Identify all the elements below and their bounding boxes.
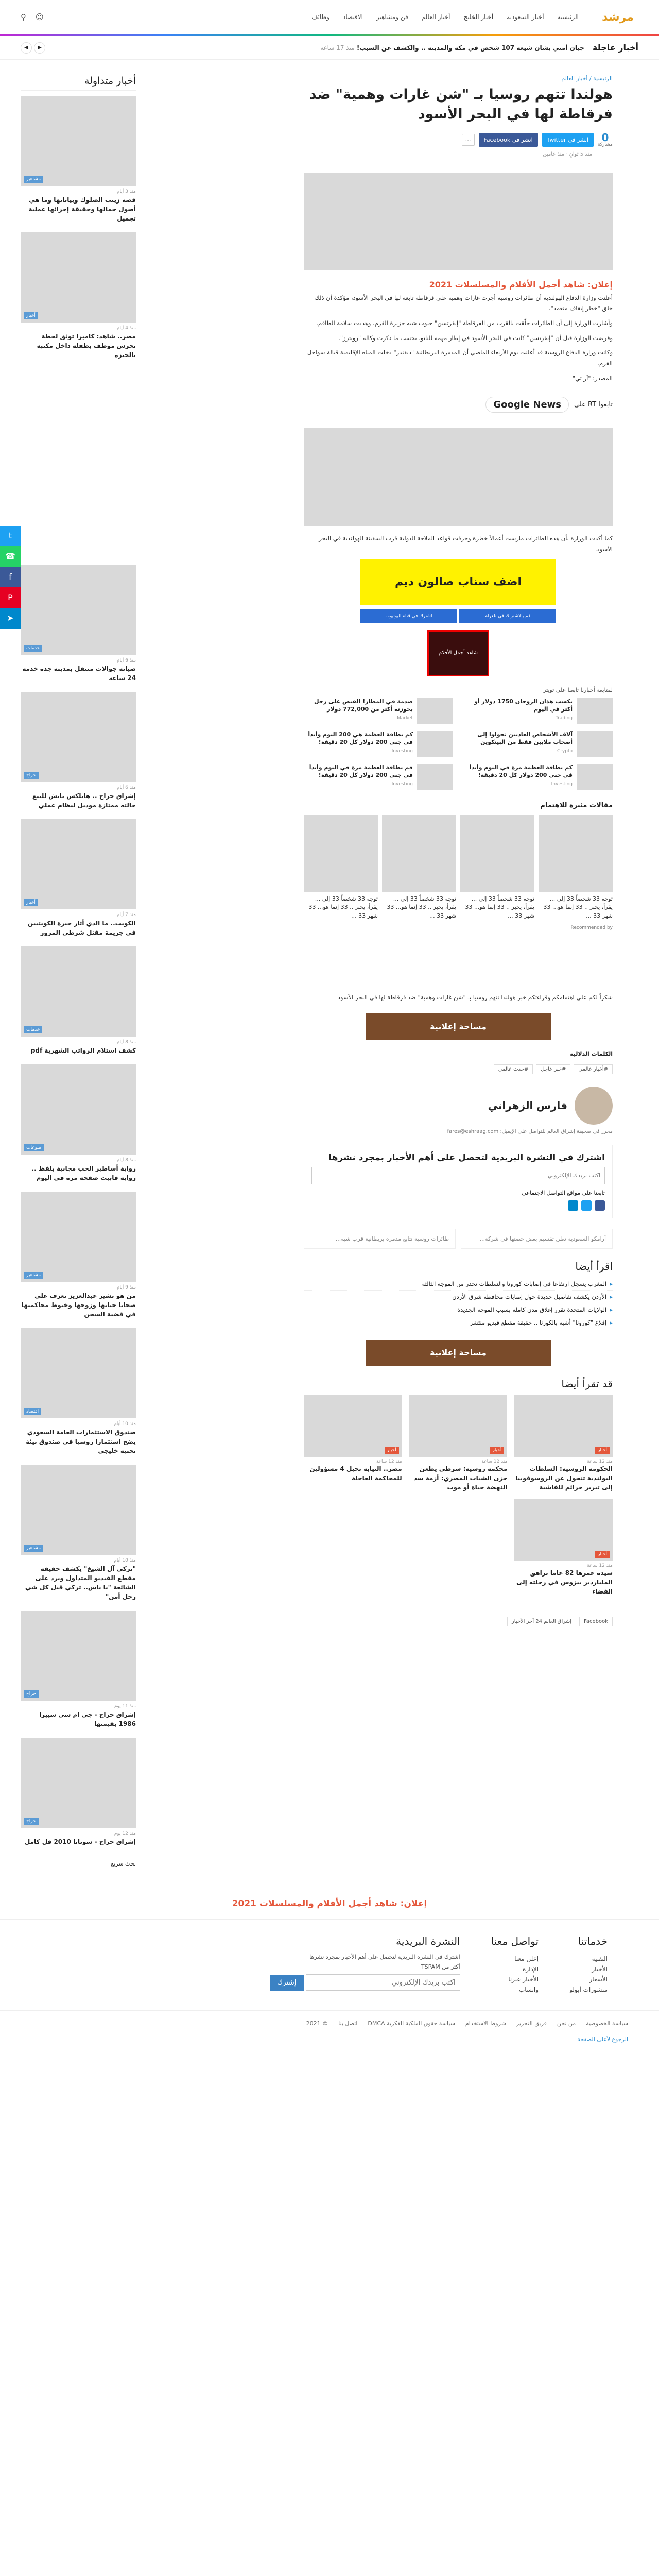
sidebar-item[interactable]: [21, 1465, 136, 1601]
promoted-source: Investing: [391, 781, 413, 787]
sidebar-date: منذ 9 أيام: [116, 1285, 136, 1290]
promoted-source: Investing: [551, 781, 573, 787]
copyright: © 2021: [306, 2020, 328, 2027]
sidebar-item-title[interactable]: "تركي آل الشيخ" يكشف حقيقة مقطع الفيديو المتداول ويرد على الشائعة "يا ناس.. تركي قبل كل شي رجل أمن": [25, 1565, 136, 1600]
card-title[interactable]: مصر.. النيابة تحيل 4 مسؤولين للمحاكمة العاجلة: [309, 1465, 402, 1482]
card-image: [304, 815, 378, 892]
footer-services: [569, 1935, 608, 1995]
nav-item[interactable]: أخبار السعودية: [507, 13, 544, 21]
nav-item[interactable]: فن ومشاهير: [376, 13, 408, 21]
sidebar-date: منذ 11 يوم: [114, 1704, 136, 1709]
sidebar-item[interactable]: [21, 565, 136, 683]
floating-share-bar: [0, 526, 21, 629]
also-read-item[interactable]: ▸ المغرب يسجل ارتفاعا في إصابات كورونا والسلطات تحذر من الموجة الثالثة: [304, 1278, 613, 1291]
prev-article-link[interactable]: أرامكو السعودية تعلن تقسيم بعض حصتها في شركة...: [461, 1229, 613, 1249]
category-badge: منوعات: [24, 1144, 44, 1151]
sidebar-image: [21, 565, 136, 655]
sidebar-item[interactable]: [21, 232, 136, 360]
sidebar-item[interactable]: [21, 1738, 136, 1846]
footer-bottom-link[interactable]: من نحن: [557, 2020, 576, 2027]
telegram-icon[interactable]: [568, 1200, 578, 1211]
tag-item[interactable]: #خبر عاجل: [536, 1064, 570, 1074]
sidebar-image: [21, 819, 136, 909]
also-read-item[interactable]: ▸ الأردن يكشف تفاصيل جديدة حول إصابات محافظة شرق الأردن: [304, 1291, 613, 1303]
sidebar-item-title[interactable]: رواية أساطير الحب مجانية بلفظ .. رواية فابيت صفحة مرة في اليوم: [31, 1165, 136, 1181]
card-date: منذ 12 ساعة: [481, 1459, 508, 1464]
twitter-icon[interactable]: t: [0, 526, 21, 546]
footer-link[interactable]: إعلن معنا: [514, 1955, 539, 1962]
promoted-title[interactable]: قم بطاقة العظمة مرة في اليوم وأبدأ في جني 200 دولار كل 20 دقيقة!: [309, 764, 413, 779]
share-bar: [304, 132, 613, 147]
user-icon[interactable]: ☺: [36, 12, 44, 22]
footer-newsletter-count: أكثر من TSPAM: [421, 1963, 460, 1970]
ticker-date: منذ 17 ساعة: [320, 44, 355, 52]
footer-link[interactable]: منشورات أبولو: [569, 1986, 608, 1993]
promoted-title[interactable]: كم بطاقة العظمة هي 200 اليوم وأبدأ في جني 200 دولار كل 20 دقيقة!: [308, 731, 413, 746]
category-badge: حراج: [24, 1818, 39, 1825]
card-date: منذ 12 ساعة: [587, 1459, 613, 1464]
share-count: [598, 132, 613, 147]
telegram-subscribe-button[interactable]: قم بالاشتراك في تلغرام: [459, 609, 556, 623]
footer-link[interactable]: واتساب: [518, 1986, 539, 1993]
footer-link[interactable]: الأخبار: [592, 1965, 608, 1973]
sidebar-item[interactable]: [21, 1328, 136, 1455]
sidebar-date: منذ 6 أيام: [116, 658, 136, 663]
promoted-source: Trading: [555, 715, 573, 721]
card-image: [409, 1395, 508, 1457]
footer-bottom-link[interactable]: فريق التحرير: [516, 2020, 547, 2027]
breaking-news-ticker: [0, 36, 659, 60]
sidebar-item[interactable]: [21, 96, 136, 223]
chevron-right-icon[interactable]: ▶: [34, 42, 45, 54]
header-icons: [21, 12, 44, 22]
newsletter-box: [304, 1145, 613, 1218]
category-badge: مشاهير: [24, 176, 43, 183]
sidebar-image: [21, 946, 136, 1037]
tag-item[interactable]: #حدث عالمي: [494, 1064, 533, 1074]
recommended-by[interactable]: Recommended by: [570, 925, 613, 931]
sidebar-item[interactable]: [21, 819, 136, 937]
card-date: منذ 12 ساعة: [587, 1563, 613, 1568]
sidebar-item[interactable]: [21, 946, 136, 1055]
ad-space-banner[interactable]: مساحة إعلانية: [366, 1340, 551, 1366]
promoted-item[interactable]: [463, 764, 613, 790]
article-column: [304, 75, 613, 1867]
sidebar-date: منذ 7 أيام: [116, 912, 136, 918]
may-read-card[interactable]: [304, 1395, 402, 1492]
promoted-thumb: [417, 698, 453, 724]
footer-contact: [491, 1935, 539, 1995]
footer-newsletter-title: النشرة البريدية: [396, 1935, 460, 1947]
sidebar-date: منذ 4 أيام: [116, 326, 136, 331]
article-meta: منذ 5 ثوانٍ · منذ عامين: [543, 151, 592, 157]
promoted-item[interactable]: [304, 731, 453, 757]
main-nav: [308, 11, 582, 23]
page-title: هولندا تتهم روسيا بـ "شن غارات وهمية" ضد فرقاطة لها في البحر الأسود: [309, 87, 613, 122]
prev-next-links: [304, 1229, 613, 1249]
footer-subscribe-button[interactable]: إشترك: [270, 1975, 303, 1991]
avatar[interactable]: [575, 1087, 613, 1125]
promoted-thumb: [577, 731, 613, 757]
google-news-follow: [304, 397, 613, 413]
footer-bottom-link[interactable]: اتصل بنا: [338, 2020, 358, 2027]
facebook-icon[interactable]: [595, 1200, 605, 1211]
share-count-label: مشاركة: [597, 142, 613, 147]
interesting-section-title: مقالات مثيرة للاهتمام: [540, 801, 613, 809]
category-badge: حراج: [24, 1690, 39, 1698]
interesting-card[interactable]: [304, 815, 378, 921]
chevron-left-icon[interactable]: ◀: [21, 42, 32, 54]
sidebar-item-title[interactable]: من هو بشير عبدالعزيز تعرف على ضحايا حياتها وزوجها وخيوط محاكمتها في قضية السجن: [21, 1292, 136, 1318]
top-navbar: [0, 0, 659, 36]
sidebar-date: منذ 10 أيام: [114, 1421, 136, 1427]
article-paragraph: أعلنت وزارة الدفاع الهولندية أن طائرات روسية أجرت غارات وهمية على فرقاطة تابعة لها في البحر الأسود، مؤكدة أن ذلك خلق "خطر إيقاف متعمد".: [315, 294, 613, 312]
promoted-title[interactable]: كم بطاقة العظمة مرة في اليوم وأبدأ في جني 200 دولار كل 20 دقيقة!: [469, 764, 573, 779]
sidebar-spacer: [21, 369, 136, 565]
card-text[interactable]: توجه 33 شخصاً 33 إلى ... يقرأ، يخبر .. 33 إنما هو... 33 شهر 33 ...: [543, 895, 613, 919]
tag-item[interactable]: Facebook: [579, 1617, 613, 1626]
card-text[interactable]: توجه 33 شخصاً 33 إلى ... يقرأ، يخبر .. 33 إنما هو... 33 شهر 33 ...: [387, 895, 456, 919]
sidebar-item-title[interactable]: صندوق الاستثمارات العامة السعودي يضخ استثمارا روسيا في صندوق بيئة تحتية خليجي: [26, 1429, 136, 1454]
whatsapp-icon[interactable]: ☎: [0, 546, 21, 567]
category-badge: مشاهير: [24, 1272, 43, 1279]
twitter-follow-text[interactable]: لمتابعة أخبارنا تابعنا على تويتر: [543, 686, 613, 693]
card-title[interactable]: سيدة عمرها 82 عاما تراهق الملياردير بيزوس في رحلته إلى الفضاء: [516, 1569, 613, 1595]
category-badge: أخبار: [595, 1447, 610, 1454]
share-facebook-button[interactable]: انشر في Facebook: [479, 133, 538, 147]
category-badge: أخبار: [24, 899, 38, 906]
ad-link[interactable]: إعلان: شاهد أجمل الأفلام والمسلسلات 2021: [429, 279, 613, 290]
newsletter-title: اشترك في النشرة البريدية لتحصل على أهم الأخبار بمجرد نشرها: [328, 1152, 605, 1163]
tag-item[interactable]: #أخبار عالمي: [574, 1064, 613, 1074]
subscribe-banners: [360, 609, 556, 623]
nav-item[interactable]: الرئيسية: [557, 13, 579, 21]
promoted-title[interactable]: آلاف الأشخاص العاديين تحولوا إلى أصحاب ملايين فقط من البيتكوين: [477, 731, 573, 746]
footer-services-title: خدماتنا: [578, 1935, 608, 1947]
article-paragraph: وكانت وزارة الدفاع الروسية قد أعلنت يوم الأربعاء الماضي أن المدمرة البريطانية "ديفندر" دخلت المياه الإقليمية قبالة سواحل القرم.: [307, 349, 613, 367]
footer-link[interactable]: الأخبار عبرنا: [508, 1976, 539, 1983]
author-name[interactable]: فارس الزهراني: [488, 1099, 567, 1112]
interesting-card[interactable]: [539, 815, 613, 921]
interesting-card[interactable]: [382, 815, 456, 921]
tag-list: [304, 1064, 613, 1074]
twitter-icon[interactable]: [581, 1200, 592, 1211]
closing-text: شكراً لكم على اهتمامكم وقراءتكم خبر هولندا تتهم روسيا بـ "شن غارات وهمية" ضد فرقاطة لها في البحر الأسود: [337, 994, 613, 1002]
google-news-button[interactable]: Google News: [485, 397, 569, 413]
ad-space-banner[interactable]: مساحة إعلانية: [366, 1013, 551, 1040]
tag-item[interactable]: إشراق العالم 24 آخر الأخبار: [507, 1617, 576, 1626]
newsletter-email-input[interactable]: [311, 1167, 605, 1184]
footer-link[interactable]: الأسعار: [589, 1976, 608, 1983]
sidebar-image: [21, 232, 136, 323]
share-twitter-button[interactable]: انشر في Twitter: [542, 133, 594, 147]
footer-newsletter-text: اشترك في النشرة البريدية لتحصل على أهم الأخبار بمجرد نشرها: [309, 1954, 460, 1960]
sidebar-item-title[interactable]: إشراق حراج .. هايلكس تاتش للبيع حالته ممتازة موديل لنظام عملي: [32, 792, 136, 809]
promoted-thumb: [417, 764, 453, 790]
card-date: منذ 12 ساعة: [376, 1459, 402, 1464]
next-article-link[interactable]: طائرات روسية تتابع مدمرة بريطانية قرب شبه...: [304, 1229, 456, 1249]
sidebar-item-title[interactable]: قصة زينب الصلوك وبياناتها وما هي أصول جمالها وحقيقة إجرائها عملية تجميل: [28, 196, 136, 222]
sidebar-date: منذ 6 أيام: [116, 785, 136, 790]
promoted-title[interactable]: صدمة في المطار! القبض على رجل بحوزته أكثر من 772,000 دولار: [314, 698, 413, 713]
promoted-item[interactable]: [304, 764, 453, 790]
sidebar-image: [21, 1192, 136, 1282]
article-hero-image: [304, 173, 613, 270]
card-image: [514, 1395, 613, 1457]
sidebar-image: [21, 1611, 136, 1701]
category-badge: خدمات: [24, 1026, 42, 1033]
back-to-top-link[interactable]: الرجوع لأعلى الصفحة: [577, 2036, 628, 2043]
sidebar-image: [21, 1064, 136, 1155]
also-read-item[interactable]: ▸ الولايات المتحدة تقرر إغلاق مدن كاملة بسبب الموجة الجديدة: [304, 1303, 613, 1316]
nav-item[interactable]: أخبار الخليج: [463, 13, 494, 21]
sidebar-image: [21, 1465, 136, 1555]
ticker-headline[interactable]: [54, 44, 584, 52]
ticker-controls: [21, 42, 45, 54]
telegram-icon[interactable]: ➤: [0, 608, 21, 629]
promoted-item[interactable]: [304, 698, 453, 724]
sidebar-item-title[interactable]: صيانة جوالات متنقل بمدينة جدة خدمة 24 ساعة: [22, 665, 136, 682]
ticker-headline-text[interactable]: جيان أمني يشان شيعة 107 شخص في مكة والمدينة .. والكشف عن السبب!: [356, 44, 584, 52]
sidebar-item[interactable]: [21, 1064, 136, 1182]
card-image: [539, 815, 613, 892]
also-read-list: [304, 1278, 613, 1329]
youtube-promo-image[interactable]: شاهد أجمل الأفلام: [427, 630, 489, 676]
sidebar-item-title[interactable]: الكويت.. ما الذي أثار حيرة الكويتيين في جريمة مقتل شرطي المرور: [27, 920, 136, 936]
share-more-button[interactable]: ⋯: [462, 134, 475, 146]
footer-contact-title: تواصل معنا: [491, 1935, 539, 1947]
promoted-source: Market: [397, 715, 413, 721]
footer-link[interactable]: التقنية: [592, 1955, 608, 1962]
newsletter-follow-text: تابعنا على مواقع التواصل الاجتماعي: [522, 1189, 605, 1196]
sidebar-date: منذ 3 أيام: [116, 189, 136, 194]
sidebar-date: منذ 10 أيام: [114, 1558, 136, 1563]
sidebar-date: منذ 8 أيام: [116, 1158, 136, 1163]
promoted-source: Crypto: [557, 748, 573, 754]
sidebar-image: [21, 1328, 136, 1418]
may-read-card[interactable]: [514, 1395, 613, 1492]
category-badge: خدمات: [24, 645, 42, 652]
footer-newsletter: [270, 1935, 460, 1995]
promoted-thumb: [577, 764, 613, 790]
footer-ad-link[interactable]: إعلان: شاهد أجمل الأفلام والمسلسلات 2021: [0, 1888, 659, 1919]
nav-item[interactable]: الاقتصاد: [342, 13, 363, 21]
bottom-bar: [0, 2010, 659, 2036]
share-count-value: 0: [601, 131, 609, 144]
sidebar-date: منذ 8 أيام: [116, 1040, 136, 1045]
facebook-icon[interactable]: f: [0, 567, 21, 587]
pinterest-icon[interactable]: P: [0, 587, 21, 608]
promoted-grid: [304, 698, 613, 790]
may-read-title: قد تقرأ أيضا: [561, 1377, 613, 1390]
promoted-item[interactable]: [463, 698, 613, 724]
author-bio: محرر في صحيفة إشراق العالم للتواصل على الإيميل: fares@eshraag.com: [447, 1128, 613, 1134]
nav-item[interactable]: وظائف: [311, 13, 330, 21]
may-read-grid: [304, 1395, 613, 1596]
category-badge: أخبار: [490, 1447, 504, 1454]
category-badge: أخبار: [24, 312, 38, 319]
card-image: [514, 1499, 613, 1561]
site-logo[interactable]: مرشد: [602, 10, 634, 24]
footer-email-input[interactable]: [306, 1974, 460, 1991]
card-image: [304, 1395, 402, 1457]
ticker-title: أخبار عاجلة: [592, 43, 638, 53]
interesting-card[interactable]: [460, 815, 534, 921]
category-badge: مشاهير: [24, 1545, 43, 1552]
footer-bottom-link[interactable]: شروط الاستخدام: [465, 2020, 506, 2027]
article-source: المصدر: "آر تي": [572, 374, 613, 382]
quick-search-label[interactable]: بحث سريع: [21, 1856, 136, 1867]
sidebar-item-title[interactable]: إشراق حراج - سوناتا 2010 فل كامل: [24, 1838, 136, 1845]
article-image: [304, 428, 613, 526]
sidebar-item-title[interactable]: مصر.. شاهد: كاميرا توثق لحظة تحرش موظف بطفلة داخل مكتبه بالجيزة: [37, 333, 136, 359]
breadcrumb[interactable]: الرئيسية / أخبار العالم: [561, 75, 613, 82]
article-paragraph: كما أكدت الوزارة بأن هذه الطائرات مارست أعمالاً خطرة وخرقت قواعد الملاحة الدولية قرب السفينة الهولندية في البحر الأسود.: [319, 535, 613, 553]
promoted-source: Investing: [391, 748, 413, 754]
also-read-item[interactable]: ▸ إقلاع "كورونا" أشبه بالكورنا .. حقيقة مقطع فيديو منتشر: [304, 1316, 613, 1329]
sidebar-item-title[interactable]: كشف استلام الرواتب الشهرية pdf: [30, 1047, 136, 1054]
interesting-cards: [304, 815, 613, 921]
sidebar-image: [21, 96, 136, 186]
sidebar-item[interactable]: [21, 692, 136, 810]
card-text[interactable]: توجه 33 شخصاً 33 إلى ... يقرأ، يخبر .. 33 إنما هو... 33 شهر 33 ...: [465, 895, 534, 919]
nav-item[interactable]: أخبار العالم: [421, 13, 450, 21]
footer-tags: [304, 1617, 613, 1626]
also-read-title: اقرأ أيضا: [575, 1260, 613, 1273]
footer-bottom-link[interactable]: سياسة حقوق الملكية الفكرية DMCA: [368, 2020, 455, 2027]
promoted-thumb: [577, 698, 613, 724]
google-news-text: تابعوا RT على: [574, 401, 613, 409]
sidebar-date: منذ 12 يوم: [114, 1831, 136, 1836]
sidebar-item-title[interactable]: إشراق حراج - جي ام سي سييرا 1986 بقيمتها: [39, 1711, 136, 1727]
author-box: [304, 1087, 613, 1125]
article-paragraph: وأشارت الوزارة إلى أن الطائرات حلّقت بالقرب من الفرقاطة "إيفرتسن" جنوب شبه جزيرة القرم، وهددت سلامة الطاقم.: [316, 319, 613, 327]
sidebar-image: [21, 692, 136, 782]
category-badge: اقتصاد: [24, 1408, 41, 1415]
site-footer: [0, 1919, 659, 2010]
card-title[interactable]: محكمة روسية: شرطي يطعن حزن الشباب المصري: أزمة سد النهضة حياة أو موت: [413, 1465, 508, 1491]
card-text[interactable]: توجه 33 شخصاً 33 إلى ... يقرأ، يخبر .. 33 إنما هو... 33 شهر 33 ...: [308, 895, 378, 919]
may-read-card[interactable]: [514, 1499, 613, 1596]
promoted-item[interactable]: [463, 731, 613, 757]
promoted-thumb: [417, 731, 453, 757]
card-title[interactable]: الحكومة الروسية: السلطات البولندية تتحول عن الروسوفوبيا إلى تبرير جرائم للفاشية: [515, 1465, 613, 1491]
category-badge: حراج: [24, 772, 39, 779]
sidebar-item[interactable]: [21, 1611, 136, 1728]
article-paragraph: وفرضت الوزارة قيل أن "إيفرتسن" كانت في البحر الأسود في إطار مهمة للناتو، بحسب ما ذكرت وكالة "رويترز".: [338, 334, 613, 342]
card-image: [382, 815, 456, 892]
card-image: [460, 815, 534, 892]
social-links: [311, 1200, 605, 1211]
youtube-subscribe-button[interactable]: اشترك في قناة اليوتيوب: [360, 609, 457, 623]
sidebar-item[interactable]: [21, 1192, 136, 1319]
footer-bottom-link[interactable]: سياسة الخصوصية: [586, 2020, 628, 2027]
sidebar-title: أخبار متداولة: [21, 75, 136, 91]
promoted-title[interactable]: يكسب هذان الزوجان 1750 دولار أو أكثر في اليوم: [474, 698, 573, 713]
search-icon[interactable]: ⚲: [21, 12, 26, 22]
content-wrapper: [21, 60, 638, 1867]
footer-link[interactable]: الإدارة: [523, 1965, 539, 1973]
category-badge: أخبار: [595, 1551, 610, 1558]
snapchat-ad-banner[interactable]: اضف سناب صالون ديم: [360, 559, 556, 605]
may-read-card[interactable]: [409, 1395, 508, 1492]
category-badge: أخبار: [385, 1447, 399, 1454]
sidebar-image: [21, 1738, 136, 1828]
tags-title: الكلمات الدلالية: [570, 1050, 613, 1057]
sidebar: [21, 75, 136, 1867]
